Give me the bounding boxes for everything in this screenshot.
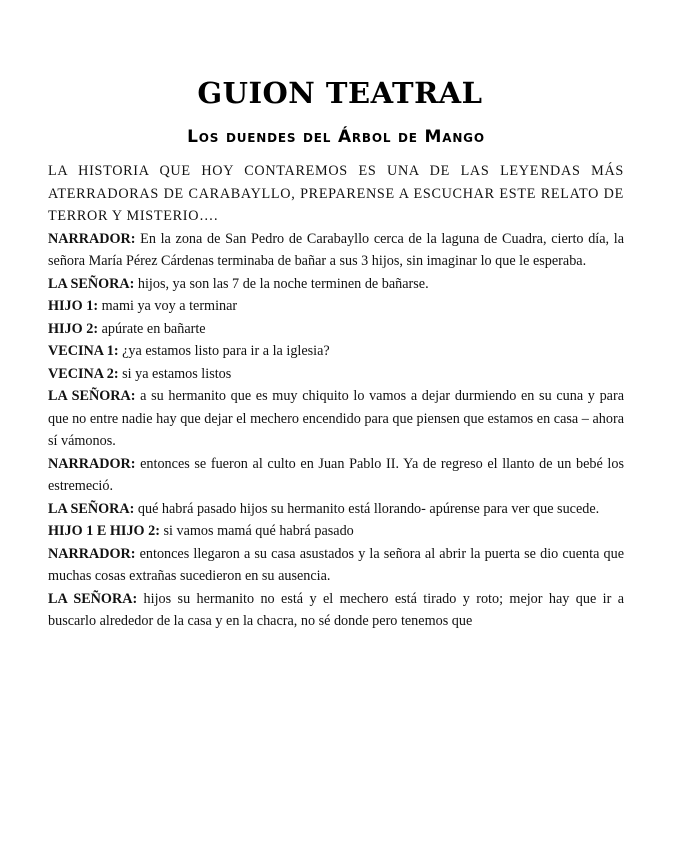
line-text: si vamos mamá qué habrá pasado [159,523,354,539]
dialogue-line [48,295,624,318]
speaker-name: HIJO 1: [48,298,99,314]
speaker-name: HIJO 1 E HIJO 2: [48,523,160,539]
line-text: a su hermanito que es muy chiquito lo vamos a dejar durmiendo en su cuna y para que no entre nadie hay que dejar el mechero encendido para que piensen que estamos en casa – ahora sí vámonos. [48,388,624,449]
dialogue-line [48,543,624,588]
dialogue-line [48,453,624,498]
dialogue-line [48,498,624,521]
line-text: si ya estamos listos [118,365,232,382]
dialogue-line [48,340,624,363]
speaker-name: HIJO 2: [48,320,99,337]
line-text: entonces se fueron al culto en Juan Pablo II. Ya de regreso el llanto de un bebé los estremeció. [48,455,624,494]
speaker-name: LA SEÑORA: [48,275,135,292]
script-body [48,160,624,633]
script-title: GUION TEATRAL [197,76,483,110]
speaker-name: LA SEÑORA: [48,590,138,607]
speaker-name: LA SEÑORA: [48,500,135,517]
dialogue-line [48,228,624,273]
intro-paragraph: LA HISTORIA QUE HOY CONTAREMOS ES UNA DE LAS LEYENDAS MÁS ATERRADORAS DE CARABAYLLO, PREPARENSE A ESCUCHAR ESTE RELATO DE TERROR Y MISTERIO…. [48,163,624,224]
dialogue-line [48,318,624,341]
line-text: qué habrá pasado hijos su hermanito está llorando- apúrense para ver que sucede. [134,500,600,517]
dialogue-line [48,588,624,633]
dialogue-line [48,520,624,543]
line-text: En la zona de San Pedro de Carabayllo cerca de la laguna de Cuadra, cierto día, la señora María Pérez Cárdenas terminaba de bañar a sus 3 hijos, sin imaginar lo que le esperaba. [48,230,624,269]
script-subtitle: Los duendes del Árbol de Mango [187,127,485,147]
speaker-name: NARRADOR: [48,545,136,562]
line-text: hijos su hermanito no está y el mechero está tirado y roto; mejor hay que ir a buscarlo alrededor de la casa y en la chacra, no sé donde pero tenemos que [48,590,624,629]
speaker-name: LA SEÑORA: [48,388,136,404]
dialogue-line [48,363,624,386]
line-text: mami ya voy a terminar [98,298,238,314]
speaker-name: VECINA 1: [48,343,119,359]
speaker-name: NARRADOR: [48,455,136,472]
speaker-name: NARRADOR: [48,230,136,247]
dialogue-line [48,273,624,296]
line-text: entonces llegaron a su casa asustados y la señora al abrir la puerta se dio cuenta que muchas cosas extrañas sucedieron en su ausencia. [48,545,624,584]
speaker-name: VECINA 2: [48,365,119,382]
line-text: apúrate en bañarte [98,320,206,337]
line-text: ¿ya estamos listo para ir a la iglesia? [118,343,330,359]
dialogue-line [48,385,624,453]
line-text: hijos, ya son las 7 de la noche terminen de bañarse. [134,275,429,292]
